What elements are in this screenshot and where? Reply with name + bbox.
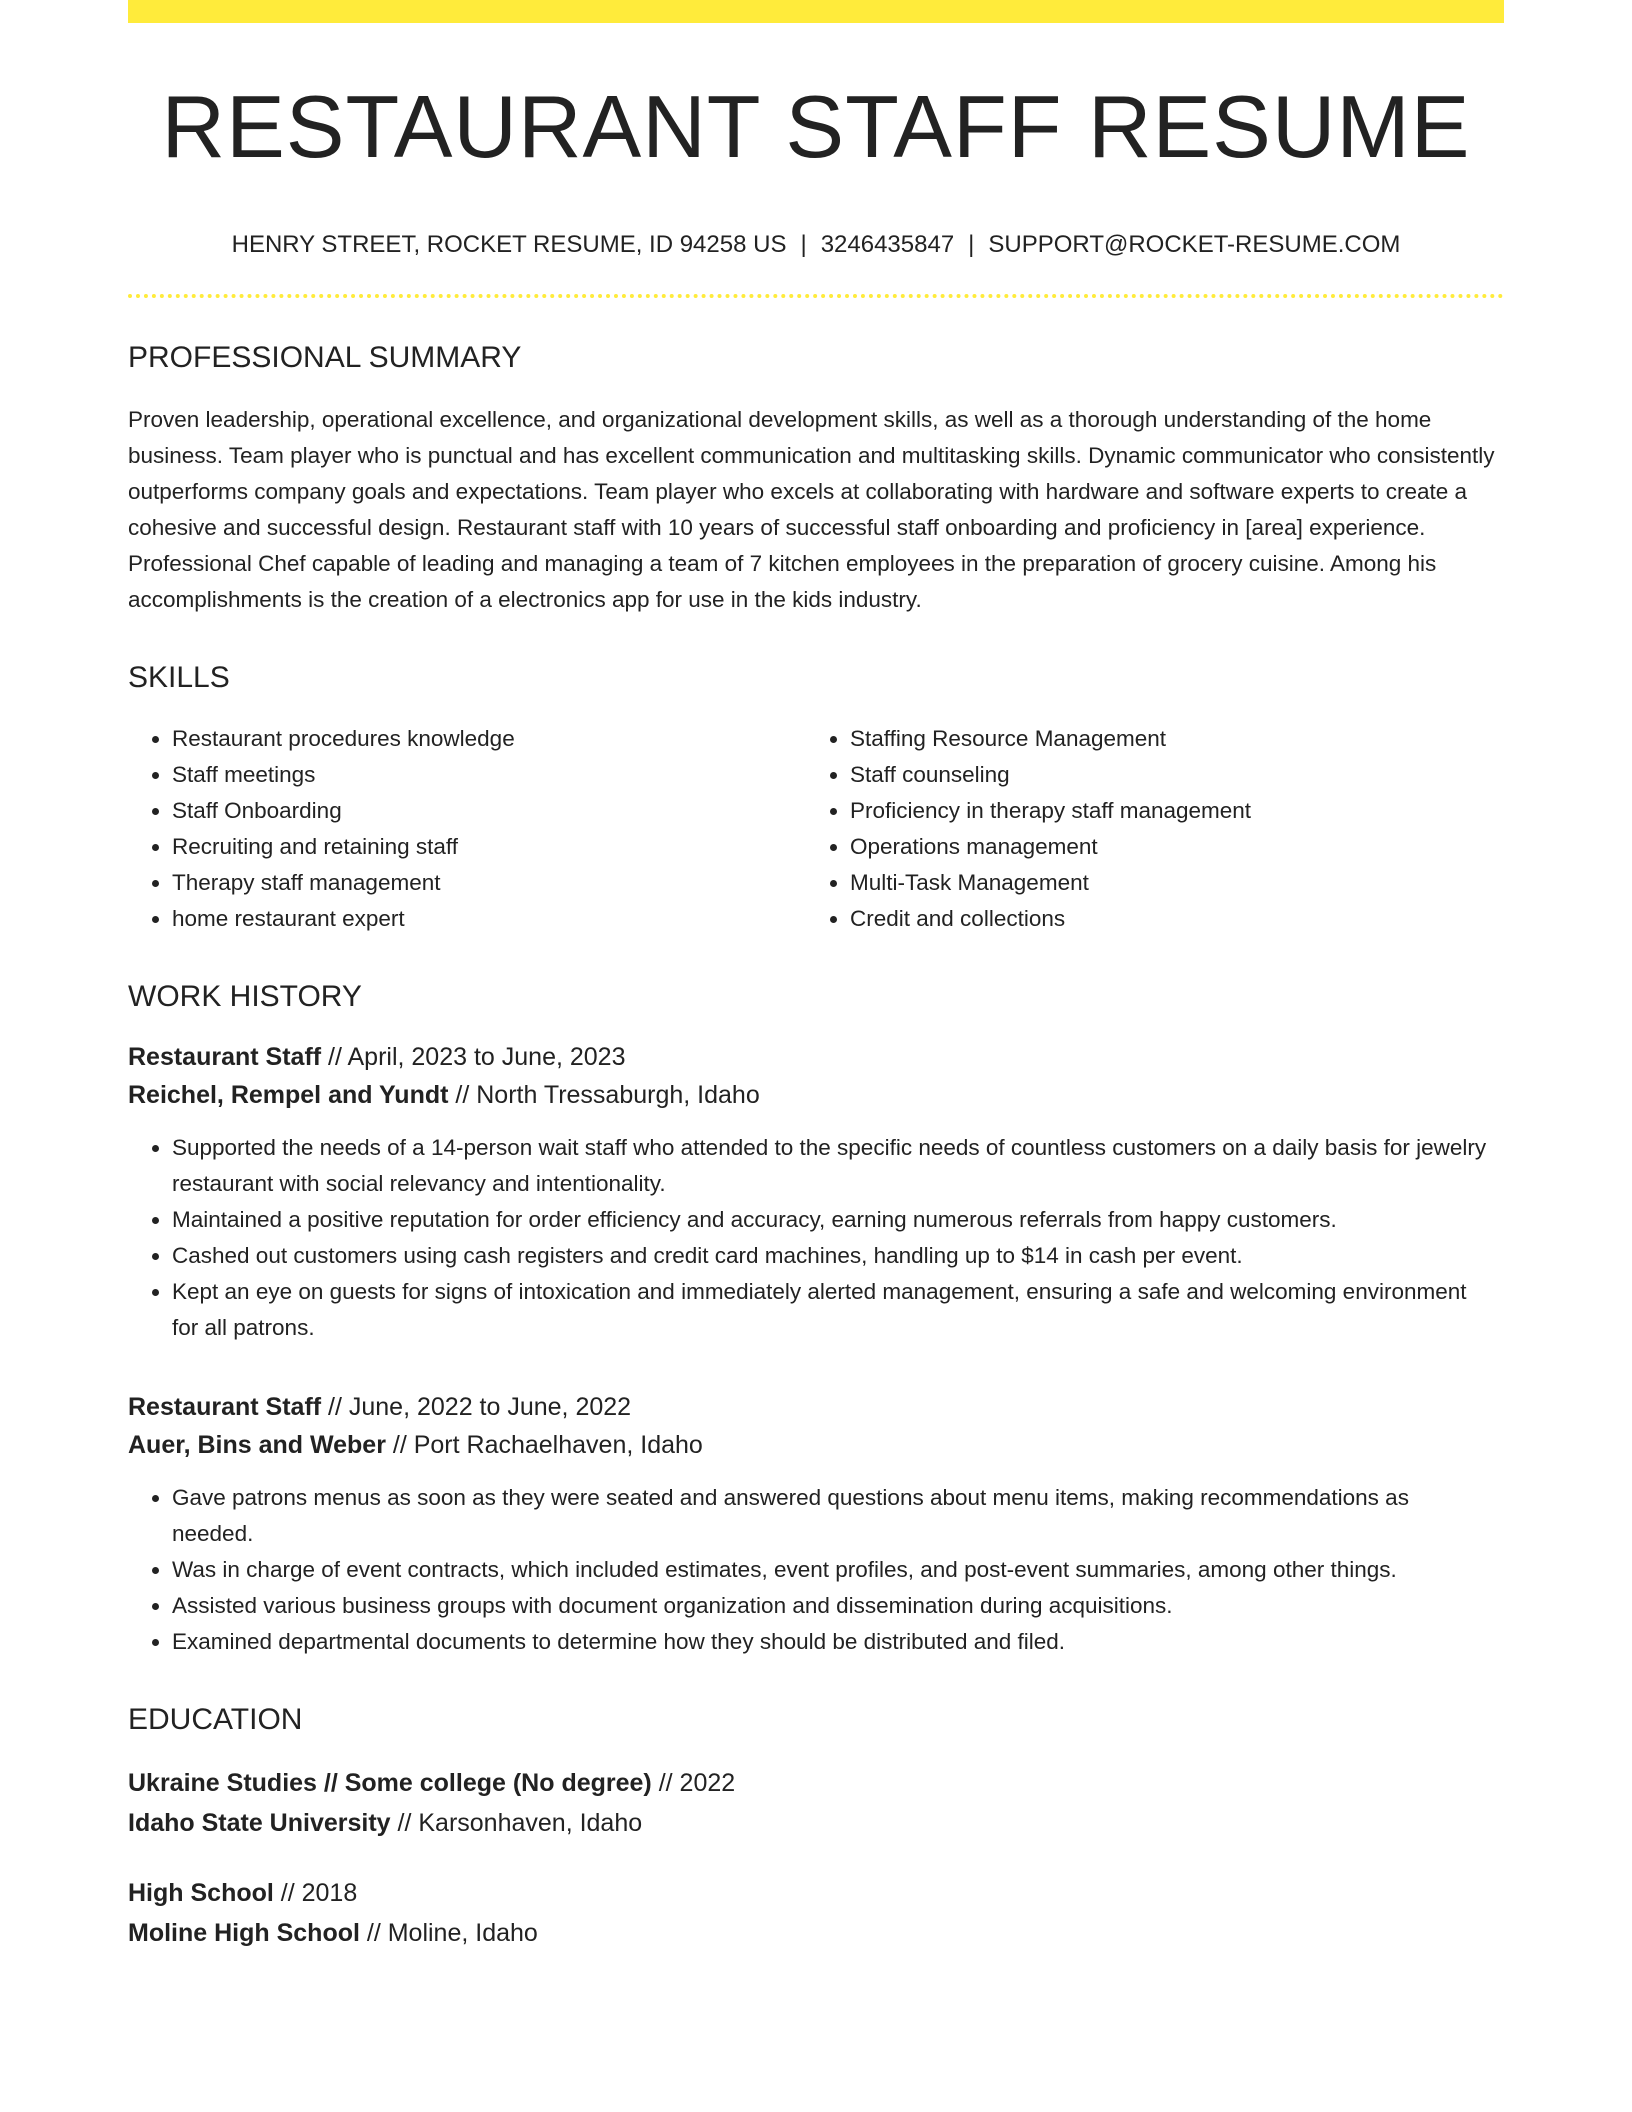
job-bullet: • Supported the needs of a 14-person wait staff who attended to the specific needs of countless customers on a daily basis for jewelry restaurant with social relevancy and intentionality. [172, 1130, 1504, 1202]
job-company: Reichel, Rempel and Yundt [128, 1081, 449, 1109]
education-entry [128, 1873, 1504, 1953]
skill-item: • Recruiting and retaining staff [172, 829, 806, 865]
skill-item: • home restaurant expert [172, 901, 806, 937]
skill-item: • Operations management [850, 829, 1484, 865]
job-company: Auer, Bins and Weber [128, 1431, 386, 1459]
job-bullet: • Examined departmental documents to determine how they should be distributed and filed. [172, 1624, 1504, 1660]
job-dates: // June, 2022 to June, 2022 [321, 1393, 632, 1421]
top-accent-bar [128, 0, 1504, 23]
job-entry [128, 1038, 1504, 1346]
skill-item: • Multi-Task Management [850, 865, 1484, 901]
skills-grid [128, 721, 1504, 937]
education-degree: Ukraine Studies // Some college (No degree) [128, 1769, 652, 1797]
education-heading: EDUCATION [128, 1703, 303, 1736]
skills-left-list [128, 721, 806, 937]
skills-right-list [806, 721, 1484, 937]
education-school: Moline High School [128, 1919, 360, 1947]
job-bullets [128, 1130, 1504, 1346]
job-bullet: • Was in charge of event contracts, which included estimates, event profiles, and post-event summaries, among other things. [172, 1552, 1504, 1588]
resume-page [128, 0, 1504, 1953]
education-degree-line [128, 1763, 1504, 1803]
dotted-divider [128, 294, 1504, 298]
contact-email: SUPPORT@ROCKET-RESUME.COM [988, 231, 1401, 258]
work-history-heading: WORK HISTORY [128, 980, 362, 1013]
summary-text: Proven leadership, operational excellence, and organizational development skills, as well as a thorough understanding of the home business. Team player who is punctual and has excellent communication and multitasking skills. Dynamic communicator who consistently outperforms company goals and expectations. Team player who excels at collaborating with hardware and software experts to create a cohesive and successful design. Restaurant staff with 10 years of successful staff onboarding and proficiency in [area] experience. Professional Chef capable of leading and managing a team of 7 kitchen employees in the preparation of grocery cuisine. Among his accomplishments is the creation of a electronics app for use in the kids industry. [128, 407, 1495, 612]
job-bullet: • Cashed out customers using cash registers and credit card machines, handling up to $14 in cash per event. [172, 1238, 1504, 1274]
skills-heading: SKILLS [128, 661, 230, 694]
contact-phone: 3246435847 [820, 231, 955, 258]
education-school-line [128, 1913, 1504, 1953]
job-title-line [128, 1038, 1504, 1076]
education-year: // 2022 [651, 1769, 736, 1797]
job-bullet: • Assisted various business groups with document organization and dissemination during acquisitions. [172, 1588, 1504, 1624]
education-location: // Karsonhaven, Idaho [390, 1809, 643, 1837]
education-school: Idaho State University [128, 1809, 391, 1837]
job-title: Restaurant Staff [128, 1393, 322, 1421]
job-entry [128, 1388, 1504, 1660]
education-degree-line [128, 1873, 1504, 1913]
job-title: Restaurant Staff [128, 1043, 322, 1071]
contact-separator: | [800, 231, 807, 258]
job-location: // North Tressaburgh, Idaho [448, 1081, 760, 1109]
education-location: // Moline, Idaho [359, 1919, 538, 1947]
education-year: // 2018 [273, 1879, 358, 1907]
job-location: // Port Rachaelhaven, Idaho [385, 1431, 703, 1459]
skill-item: • Staff counseling [850, 757, 1484, 793]
job-bullet: • Maintained a positive reputation for order efficiency and accuracy, earning numerous referrals from happy customers. [172, 1202, 1504, 1238]
job-bullet: • Kept an eye on guests for signs of intoxication and immediately alerted management, ensuring a safe and welcoming environment for all patrons. [172, 1274, 1504, 1346]
summary-section [128, 343, 1504, 618]
contact-address: HENRY STREET, ROCKET RESUME, ID 94258 US [231, 231, 787, 258]
skill-item: • Staff Onboarding [172, 793, 806, 829]
skill-item: • Proficiency in therapy staff management [850, 793, 1484, 829]
education-entry [128, 1763, 1504, 1843]
education-school-line [128, 1803, 1504, 1843]
job-bullets [128, 1480, 1504, 1660]
job-bullet: • Gave patrons menus as soon as they were seated and answered questions about menu items, making recommendations as needed. [172, 1480, 1504, 1552]
skill-item: • Staffing Resource Management [850, 721, 1484, 757]
summary-heading: PROFESSIONAL SUMMARY [128, 341, 522, 374]
skill-item: • Credit and collections [850, 901, 1484, 937]
job-dates: // April, 2023 to June, 2023 [321, 1043, 626, 1071]
resume-title: RESTAURANT STAFF RESUME [161, 77, 1471, 176]
skill-item: • Restaurant procedures knowledge [172, 721, 806, 757]
work-history-section [128, 982, 1504, 1660]
education-section [128, 1705, 1504, 1953]
contact-line [128, 233, 1504, 257]
skills-section [128, 663, 1504, 937]
skill-item: • Therapy staff management [172, 865, 806, 901]
job-company-line [128, 1076, 1504, 1114]
education-degree: High School [128, 1879, 274, 1907]
job-company-line [128, 1426, 1504, 1464]
skill-item: • Staff meetings [172, 757, 806, 793]
contact-separator: | [968, 231, 975, 258]
job-title-line [128, 1388, 1504, 1426]
